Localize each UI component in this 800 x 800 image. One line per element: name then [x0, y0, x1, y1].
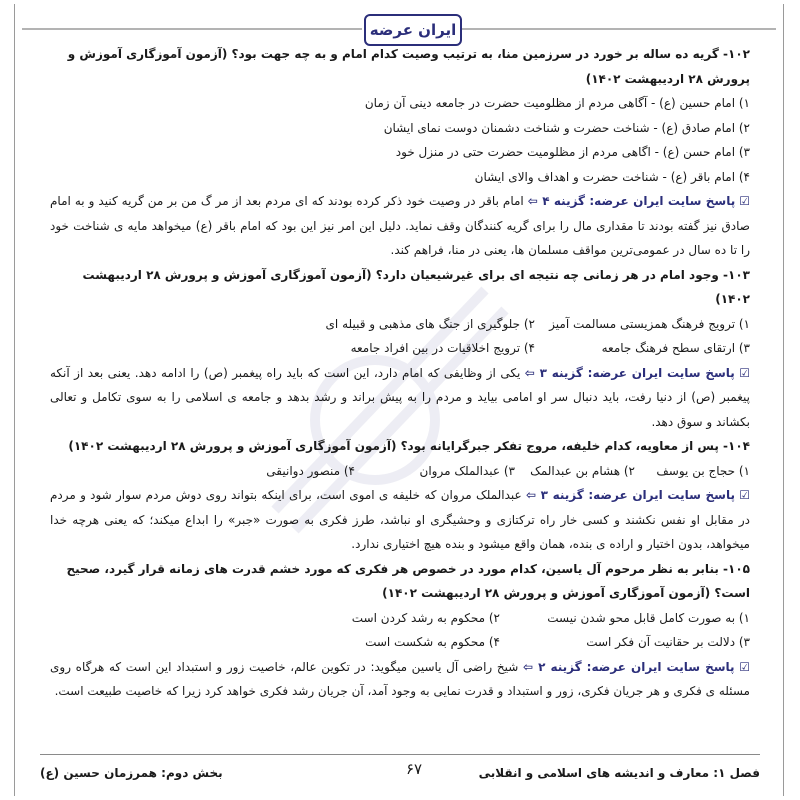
- question-text: ۱۰۳- وجود امام در هر زمانی چه نتیجه ای برای غیرشیعیان دارد؟ (آزمون آموزگاری آموزش و پرورش ۲۸ اردیبهشت ۱۴۰۲): [82, 267, 750, 306]
- header-rule-right: [436, 28, 776, 30]
- page-number: ۶۷: [406, 760, 423, 778]
- answer-label: پاسخ سایت ایران عرضه: گزینه ۴ ⇦: [527, 194, 736, 208]
- answer-text: یکی از وظایفی که امام دارد، این است که باید راه پیغمبر (ص) را ادامه دهد. یعنی بعد از آنکه پیغمبر (ص) از دنیا رفت، باید دنبال سر او امامی بیاید و مردم را به پیش براند و رشد بدهد و جامعه ی اسلامی را به سوی تکامل و تعالی بکشاند و سوق دهد.: [50, 365, 750, 429]
- question-text: ۱۰۵- بنابر به نظر مرحوم آل یاسین، کدام مورد در خصوص هر فکری که مورد خشم قدرت های زمانه قرار گیرد، صحیح است؟ (آزمون آموزگاری آموزش و پرورش ۲۸ اردیبهشت ۱۴۰۲): [66, 561, 750, 600]
- options-row-1: [50, 312, 750, 337]
- option-3: ۳) عبدالملک مروان: [419, 463, 515, 478]
- right-border: [783, 4, 784, 796]
- option-3: ۳) امام حسن (ع) - اگاهی مردم از مظلومیت حضرت حتی در منزل خود: [395, 145, 750, 159]
- header-rule-left: [22, 28, 362, 30]
- answer-text: امام باقر در وصیت خود ذکر کرده بودند که ای مردم بعد از مر گ من بر من گریه کنید و به امام صادق نیز گفته بودند تا مقداری مال را برای گریه کنندگان وقف نماید. دلیل این امر نیز این بود که امام باقر (ع) میخواهد مایه ی شناخت خود را تا ده سال در عمومی‌ترین مواقف مسلمان ها، یعنی در منا، فراهم کند.: [50, 194, 750, 257]
- answer-text: عبدالملک مروان که خلیفه ی اموی است، برای اینکه بتواند روی دوش مردم سوار شود و مردم در مقابل او نفس نکشند و کسی خار راه ترکتازی و وحشیگری او نباشد، طرز فکری به صورت «جبر» را ابداع میکند؛ که یعنی هرچه خدا میخواهد، بدون اختیار و اراده ی بنده، همان واقع میشود و بنده هیچ اختیاری ندارد.: [50, 488, 750, 551]
- option-1: ۱) به صورت کامل قابل محو شدن نیست: [547, 610, 750, 625]
- option-3: ۳) دلالت بر حقانیت آن فکر است: [586, 635, 750, 649]
- checkbox-icon: ☑: [739, 365, 750, 380]
- left-border: [14, 4, 15, 796]
- option-3: ۳) ارتقای سطح فرهنگ جامعه: [601, 341, 750, 355]
- options-row-2: [50, 336, 750, 361]
- checkbox-icon: ☑: [739, 488, 751, 502]
- option-1: ۱) ترویج فرهنگ همزیستی مسالمت آمیز: [549, 316, 750, 331]
- section-title: بخش دوم: همرزمان حسین (ع): [40, 766, 223, 780]
- page-footer: [40, 754, 760, 794]
- option-4: ۴) ترویج اخلاقیات در بین افراد جامعه: [350, 341, 535, 355]
- footer-rule: [40, 754, 760, 755]
- option-2: ۲) جلوگیری از جنگ های مذهبی و قبیله ای: [325, 316, 535, 331]
- checkbox-icon: ☑: [739, 659, 750, 674]
- answer-label: پاسخ سایت ایران عرضه: گزینه ۳ ⇦: [525, 488, 735, 502]
- answer-text: شیخ راضی آل یاسین میگوید: در تکوین عالم، خاصیت زور و استبداد این است که هرگاه روی مسئله ی فکری و هر جریان فکری، زور و استبداد و قدرت نمایی به وجود آمد، آن جریان رشد فکری خواهد کرد زیرا که خاصیت طبیعت است.: [50, 659, 750, 698]
- option-1: ۱) حجاج بن یوسف: [656, 463, 750, 478]
- question-text: ۱۰۲- گریه ده ساله بر خورد در سرزمین منا، به ترتیب وصیت کدام امام و به چه جهت بود؟ (آزمون آموزگاری آموزش و پرورش ۲۸ اردیبهشت ۱۴۰۲): [67, 47, 750, 86]
- question-103: [50, 263, 750, 435]
- option-2: ۲) امام صادق (ع) - شناخت حضرت و شناخت دشمنان دوست نمای ایشان: [383, 120, 750, 135]
- option-2: ۲) هشام بن عبدالمک: [530, 463, 635, 478]
- answer-block: [50, 655, 750, 704]
- answer-block: [50, 361, 750, 435]
- question-102: [50, 42, 750, 263]
- options-row-1: [50, 606, 750, 631]
- chapter-title: فصل ۱: معارف و اندیشه های اسلامی و انقلابی: [478, 766, 760, 780]
- checkbox-icon: ☑: [739, 194, 751, 208]
- answer-label: پاسخ سایت ایران عرضه: گزینه ۳ ⇦: [524, 365, 735, 380]
- answer-label: پاسخ سایت ایران عرضه: گزینه ۲ ⇦: [523, 659, 735, 674]
- answer-block: [50, 189, 750, 263]
- question-text: ۱۰۴- پس از معاویه، کدام خلیفه، مروج تفکر جبرگرایانه بود؟ (آزمون آموزگاری آموزش و پرورش ۲۸ اردیبهشت ۱۴۰۲): [68, 439, 750, 453]
- question-104: [50, 434, 750, 557]
- logo-text: ایران عرضه: [369, 21, 457, 39]
- options-row-2: [50, 630, 750, 655]
- answer-block: [50, 483, 750, 557]
- option-4: ۴) منصور دوانیقی: [266, 463, 355, 478]
- main-content: [50, 42, 750, 704]
- header: [8, 14, 790, 44]
- option-4: ۴) امام باقر (ع) - شناخت حضرت و اهداف والای ایشان: [474, 169, 750, 184]
- question-105: [50, 557, 750, 704]
- option-1: ۱) امام حسین (ع) - آگاهی مردم از مظلومیت حضرت در جامعه دینی آن زمان: [364, 96, 750, 110]
- option-4: ۴) محکوم به شکست است: [365, 635, 500, 649]
- option-2: ۲) محکوم به رشد کردن است: [351, 610, 500, 625]
- options-row: [50, 459, 750, 484]
